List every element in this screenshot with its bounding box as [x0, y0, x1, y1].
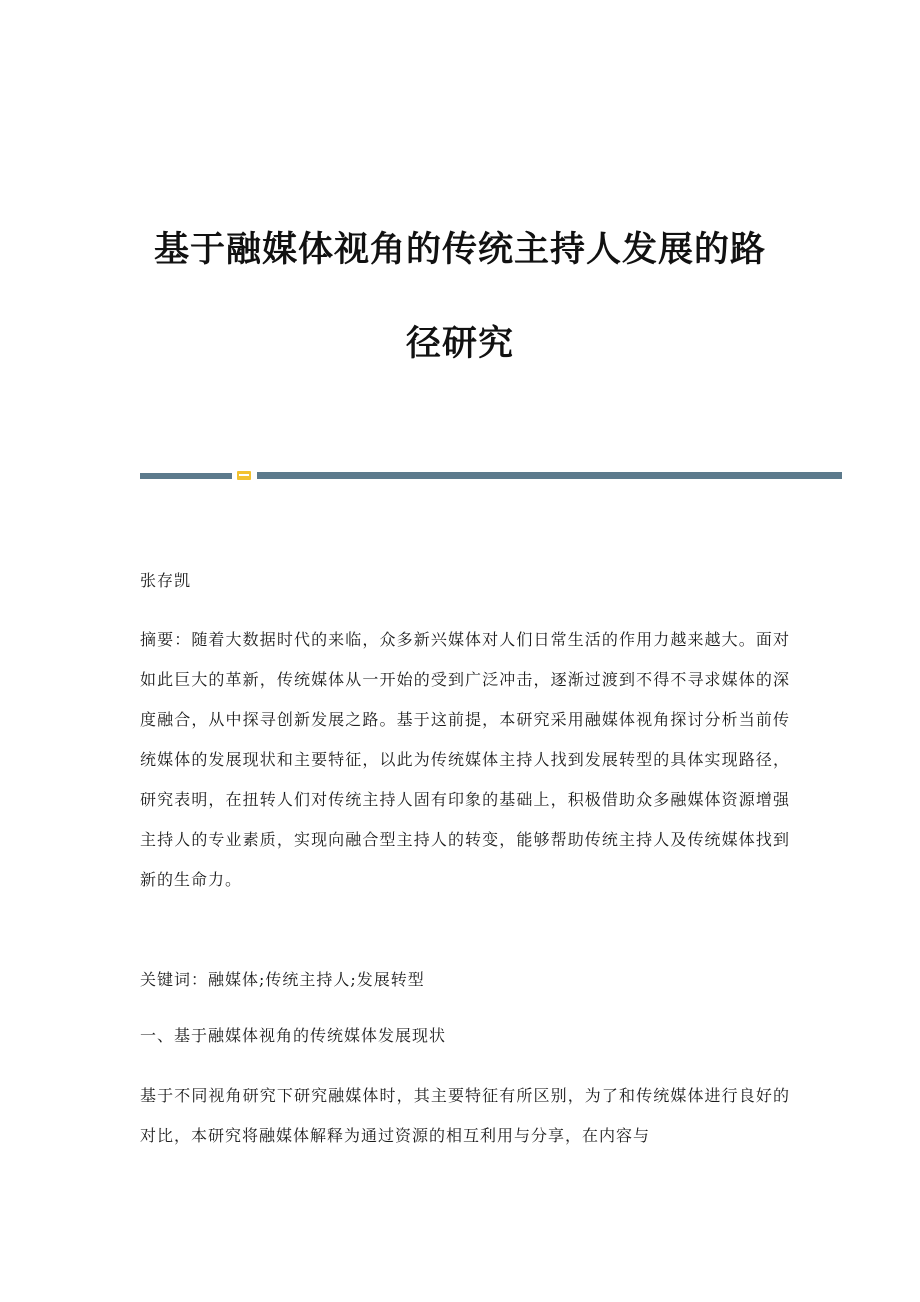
abstract-paragraph: 摘要：随着大数据时代的来临，众多新兴媒体对人们日常生活的作用力越来越大。面对如此巨大的革新，传统媒体从一开始的受到广泛冲击，逐渐过渡到不得不寻求媒体的深度融合，从中探寻创新发展之路。基于这前提，本研究采用融媒体视角探讨分析当前传统媒体的发展现状和主要特征，以此为传统媒体主持人找到发展转型的具体实现路径，研究表明，在扭转人们对传统主持人固有印象的基础上，积极借助众多融媒体资源增强主持人的专业素质，实现向融合型主持人的转变，能够帮助传统主持人及传统媒体找到新的生命力。	[140, 630, 790, 889]
section-heading: 一、基于融媒体视角的传统媒体发展现状	[140, 1026, 447, 1045]
divider-bar-left	[140, 473, 232, 479]
body-paragraph: 基于不同视角研究下研究融媒体时，其主要特征有所区别，为了和传统媒体进行良好的对比，本研究将融媒体解释为通过资源的相互利用与分享，在内容与	[140, 1086, 790, 1145]
keywords-line: 关键词：融媒体;传统主持人;发展转型	[140, 970, 425, 989]
title-divider	[140, 471, 842, 480]
author-name: 张存凯	[140, 571, 192, 590]
divider-bar-right	[257, 472, 842, 479]
envelope-icon	[237, 471, 251, 480]
document-title-line-1: 基于融媒体视角的传统主持人发展的路	[153, 230, 766, 270]
document-title-line-2: 径研究	[405, 324, 514, 364]
